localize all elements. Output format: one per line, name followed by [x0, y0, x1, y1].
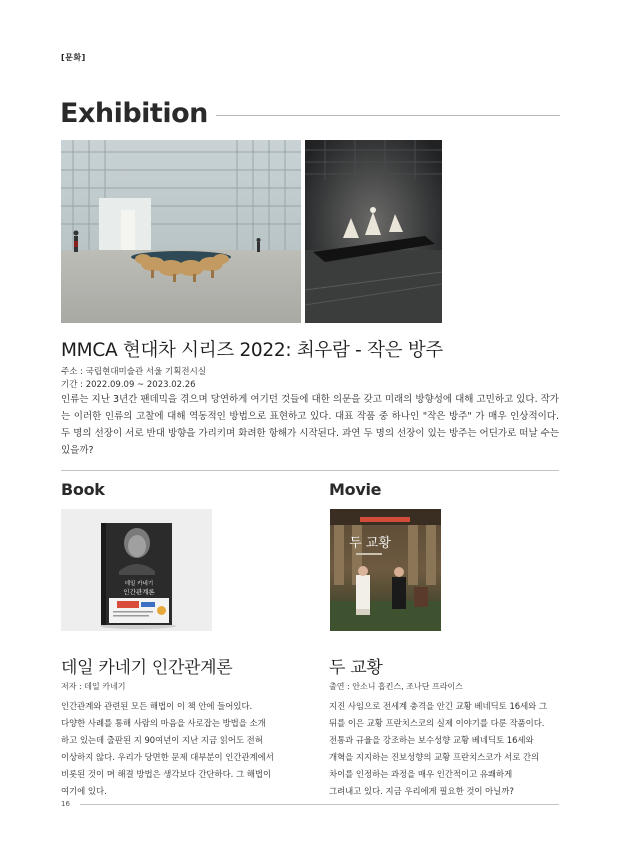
movie-poster-image: [330, 509, 441, 631]
movie-title: 두 교황: [329, 658, 383, 678]
heading-rule: [216, 115, 560, 116]
exhibition-address: 주소 : 국립현대미술관 서울 기획전시실: [61, 367, 207, 377]
book-cover-image: [61, 509, 212, 631]
footer-rule: [80, 804, 559, 805]
movie-poster-title: 두 교황: [349, 536, 391, 551]
section-divider: [61, 470, 559, 471]
exhibition-heading: Exhibition: [60, 97, 208, 129]
exhibition-title: MMCA 현대차 시리즈 2022: 최우람 - 작은 방주: [61, 340, 443, 361]
book-cover-title-2: 인간관계론: [123, 588, 155, 596]
book-author: 저자 : 데일 카네기: [61, 682, 126, 691]
section-tag: [문화]: [61, 53, 86, 62]
movie-heading: Movie: [329, 480, 382, 499]
movie-description: 지진 사임으로 전세계 충격을 안긴 교황 베네딕토 16세와 그 뒤를 이은 교황 프란치스코의 실제 이야기를 다룬 작품이다. 전통과 규율을 강조하는 보수성향 교황 베네딕토 16세와 개혁을 지지하는 진보성향의 교황 프란치스코가 서로 간의 차이를 인정하는 과정을 매우 인간적이고 유쾌하게 그려내고 있다. 지금 우리에게 필요한 것이 아닐까?: [329, 701, 548, 796]
book-heading: Book: [61, 480, 105, 499]
exhibition-period: 기간 : 2022.09.09 ~ 2023.02.26: [61, 380, 196, 390]
exhibition-hall-photo: [61, 140, 301, 323]
exhibition-description: 인류는 지난 3년간 팬데믹을 겪으며 당연하게 여기던 것들에 대한 의문을 갖고 미래의 방향성에 대해 고민하고 있다. 작가는 이러한 인류의 고찰에 대해 역동적인 방법으로 표현하고 있다. 대표 작품 중 하나인 "작은 방주" 가 매우 인상적이다. 두 명의 선장이 서로 반대 방향을 가리키며 화려한 항해가 시작된다. 과연 두 명의 선장이 있는 방주는 어딘가로 떠날 수는 있을까?: [61, 394, 559, 456]
exhibition-heading-row: [60, 96, 560, 130]
book-description: 인간관계와 관련된 모든 해법이 이 책 안에 들어있다. 다양한 사례를 통해 사람의 마음을 사로잡는 방법을 소개 하고 있는데 출판된 지 90여년이 지난 지금 읽어도 전혀 이상하지 않다. 우리가 당면한 문제 대부분이 인간관계에서 비롯된 것이 며 해결 방법은 생각보다 간단하다. 그 해법이 여기에 있다.: [61, 701, 274, 796]
book-title: 데일 카네기 인간관계론: [61, 658, 233, 678]
small-ark-installation-photo: [305, 140, 442, 323]
page-number: 16: [61, 800, 70, 808]
book-cover-title-1: 데일 카네기: [124, 581, 154, 587]
movie-cast: 출연 : 안소니 홉킨스, 조나단 프라이스: [329, 682, 463, 691]
page-footer: [61, 800, 559, 808]
